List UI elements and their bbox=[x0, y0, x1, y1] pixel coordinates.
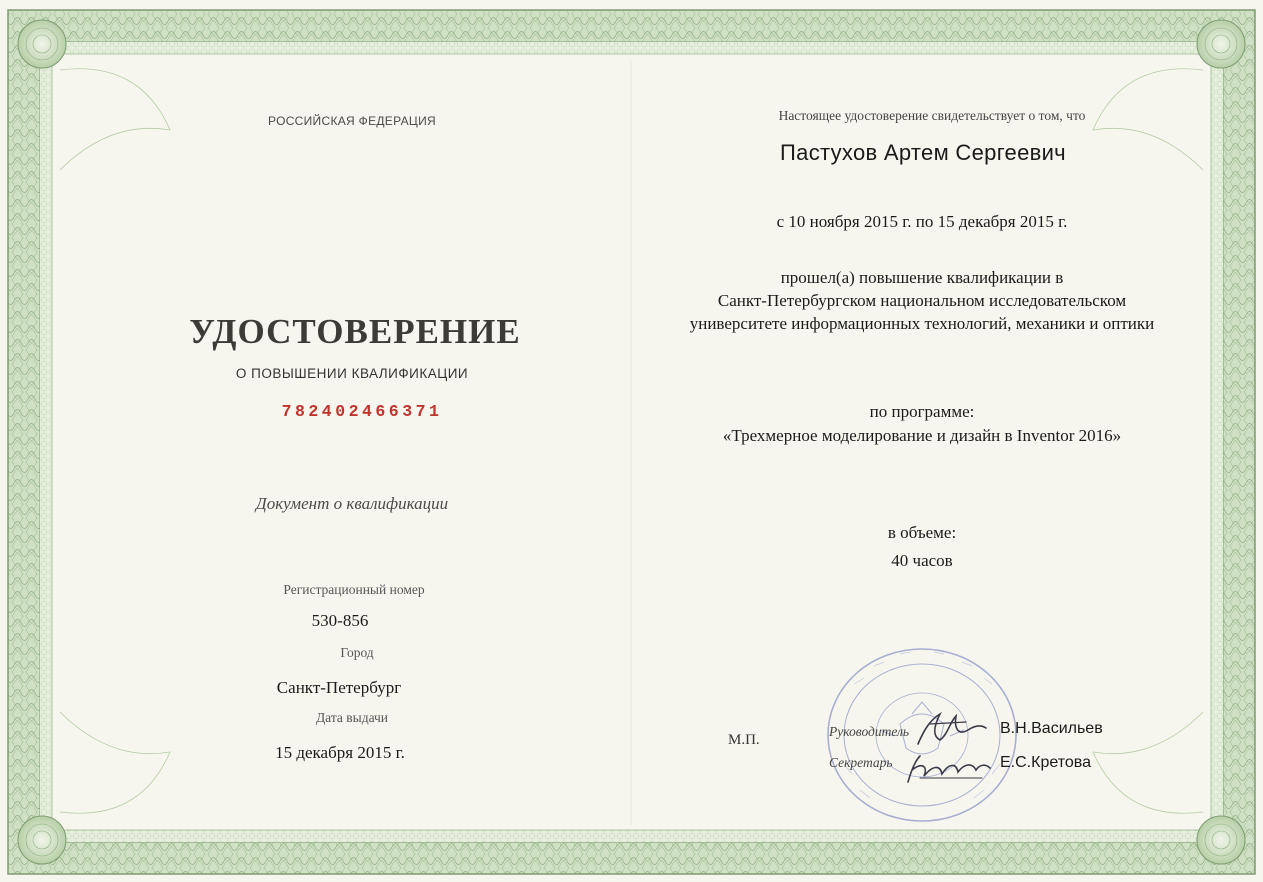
registration-number: 530-856 bbox=[311, 611, 369, 630]
secretary-name: Е.С.Кретова bbox=[1000, 754, 1091, 771]
document-type: Документ о квалификации bbox=[255, 494, 449, 513]
intro-text: Настоящее удостоверение свидетельствует о том, что bbox=[778, 108, 1086, 123]
secretary-role-label: Секретарь bbox=[829, 755, 893, 770]
country-label: РОССИЙСКАЯ ФЕДЕРАЦИЯ bbox=[268, 114, 436, 128]
head-role-label: Руководитель bbox=[829, 724, 910, 739]
city-value: Санкт-Петербург bbox=[276, 678, 402, 697]
recipient-name: Пастухов Артем Сергеевич bbox=[780, 140, 1066, 165]
completion-line-1: прошел(а) повышение квалификации в bbox=[780, 268, 1064, 287]
secretary-signature bbox=[902, 748, 994, 790]
volume-label: в объеме: bbox=[887, 523, 957, 542]
program-name: «Трехмерное моделирование и дизайн в Inventor 2016» bbox=[722, 426, 1122, 445]
serial-number: 782402466371 bbox=[281, 402, 443, 421]
completion-line-2: Санкт-Петербургском национальном исследовательском bbox=[717, 291, 1127, 310]
completion-line-3: университете информационных технологий, механики и оптики bbox=[689, 314, 1155, 333]
head-signature bbox=[910, 700, 992, 752]
training-period: с 10 ноября 2015 г. по 15 декабря 2015 г. bbox=[776, 212, 1068, 231]
issue-date-label: Дата выдачи bbox=[315, 710, 389, 725]
head-name: В.Н.Васильев bbox=[1000, 720, 1103, 737]
volume-value: 40 часов bbox=[891, 551, 953, 570]
issue-date: 15 декабря 2015 г. bbox=[275, 743, 405, 762]
city-label: Город bbox=[340, 645, 374, 660]
program-label: по программе: bbox=[869, 402, 975, 421]
registration-number-label: Регистрационный номер bbox=[283, 582, 425, 597]
document-title: УДОСТОВЕРЕНИЕ bbox=[189, 312, 521, 351]
document-subtitle: О ПОВЫШЕНИИ КВАЛИФИКАЦИИ bbox=[235, 366, 469, 381]
stamp-place-label: М.П. bbox=[728, 732, 760, 748]
